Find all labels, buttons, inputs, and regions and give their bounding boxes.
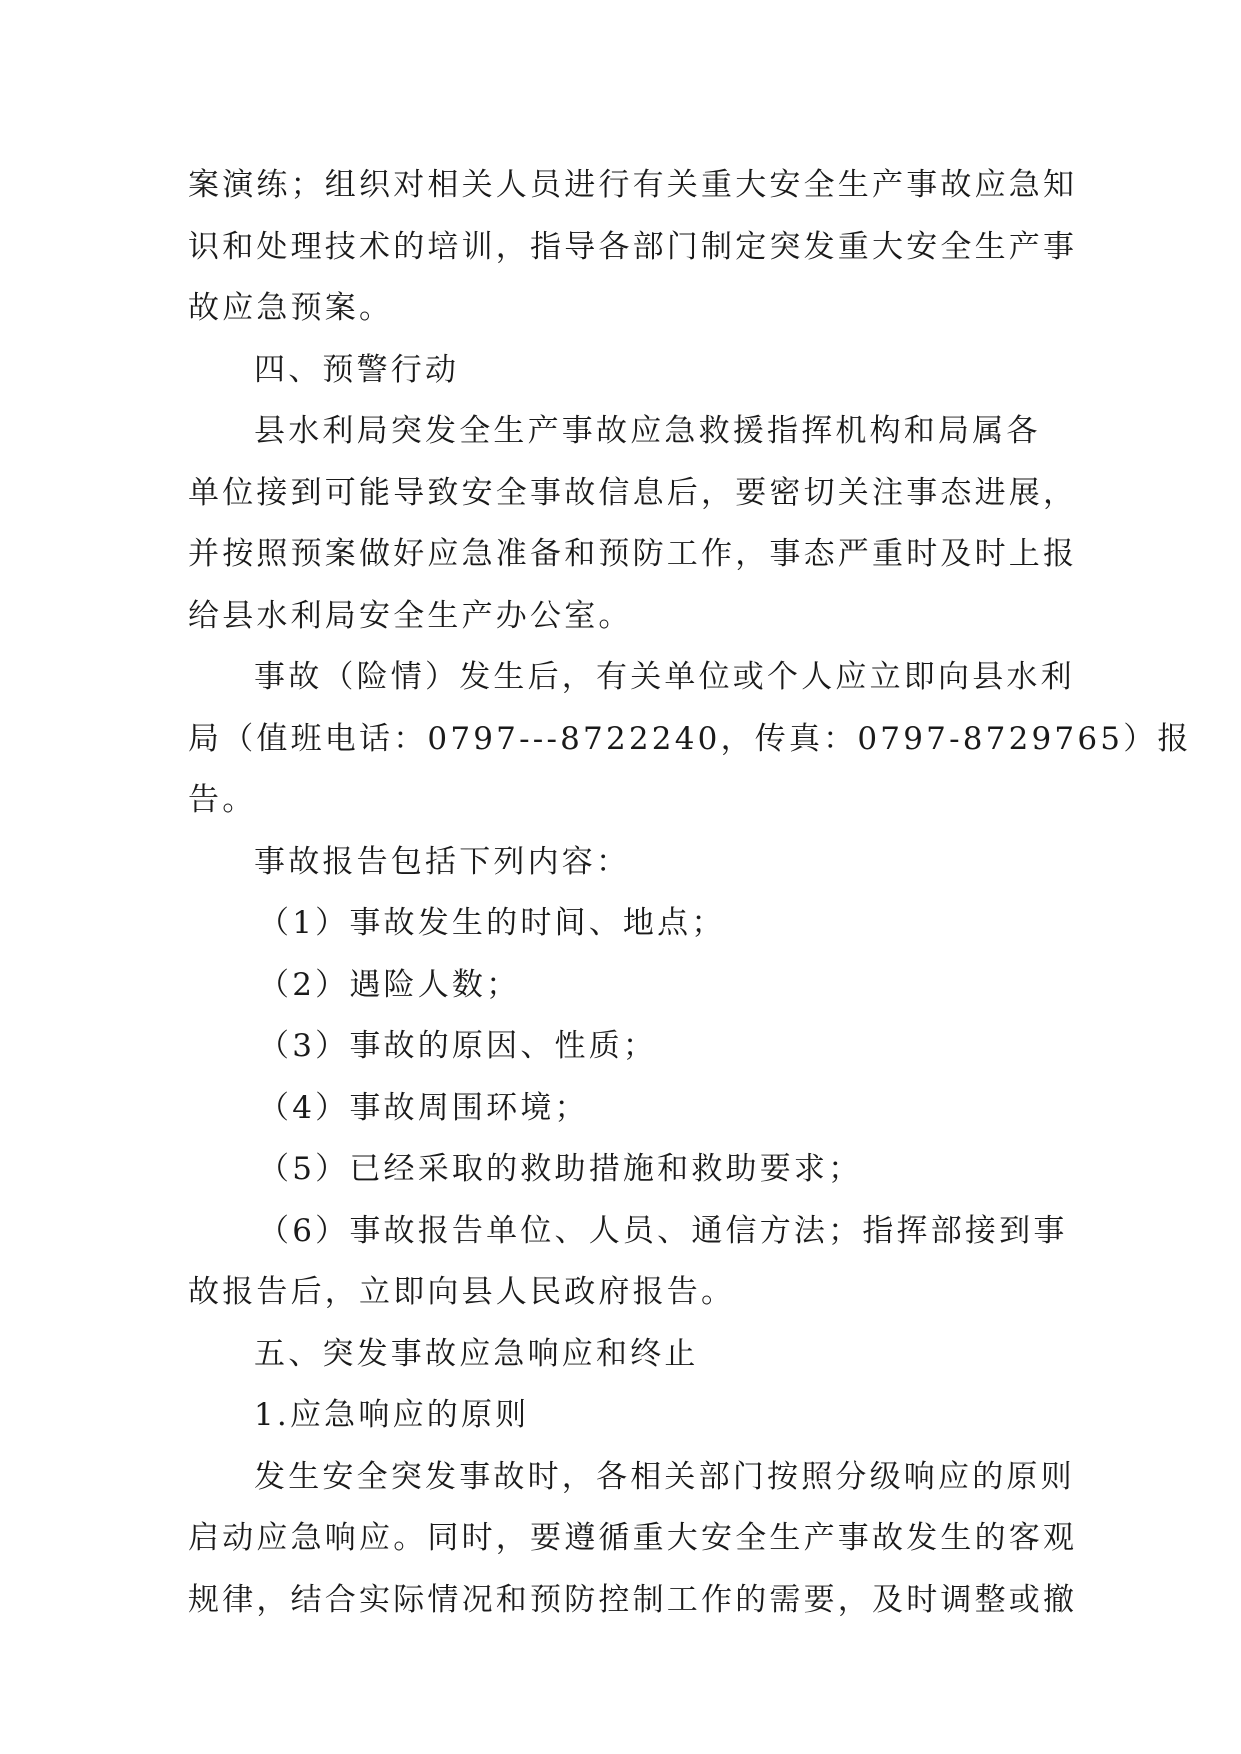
subsection-heading: 1.应急响应的原则 [254,1397,530,1433]
list-item: （4）事故周围环境； [258,1089,589,1126]
text-line: 并按照预案做好应急准备和预防工作，事态严重时及时上报 [188,536,1078,572]
text-line: 单位接到可能导致安全事故信息后，要密切关注事态进展， [188,474,1078,511]
text-line: 案演练；组织对相关人员进行有关重大安全生产事故应急知 [188,167,1078,203]
section-heading: 四、预警行动 [254,351,460,388]
section-heading: 五、突发事故应急响应和终止 [254,1335,699,1372]
text-line: 给县水利局安全生产办公室。 [188,597,633,634]
list-item: （6）事故报告单位、人员、通信方法；指挥部接到事 [258,1212,1068,1249]
text-line: 县水利局突发全生产事故应急救援指挥机构和局属各 [254,413,1041,449]
text-line: 规律，结合实际情况和预防控制工作的需要，及时调整或撤 [188,1581,1078,1618]
text-line: 事故报告包括下列内容： [254,843,631,880]
list-item: （3）事故的原因、性质； [258,1028,658,1064]
text-line: 启动应急响应。同时，要遵循重大安全生产事故发生的客观 [188,1520,1078,1556]
text-line: 故报告后，立即向县人民政府报告。 [188,1274,736,1310]
text-line: 告。 [188,782,257,818]
text-line: 发生安全突发事故时，各相关部门按照分级响应的原则 [254,1458,1075,1495]
list-item: （1）事故发生的时间、地点； [258,905,726,941]
body-text [188,155,1192,1631]
list-item: （2）遇险人数； [258,966,521,1003]
text-line: 事故（险情）发生后，有关单位或个人应立即向县水利 [254,659,1075,695]
list-item: （5）已经采取的救助措施和救助要求； [258,1151,863,1187]
text-line: 故应急预案。 [188,290,394,326]
text-line: 识和处理技术的培训，指导各部门制定突发重大安全生产事 [188,228,1078,265]
text-line: 局（值班电话：0797---8722240，传真：0797-8729765）报 [188,720,1192,757]
